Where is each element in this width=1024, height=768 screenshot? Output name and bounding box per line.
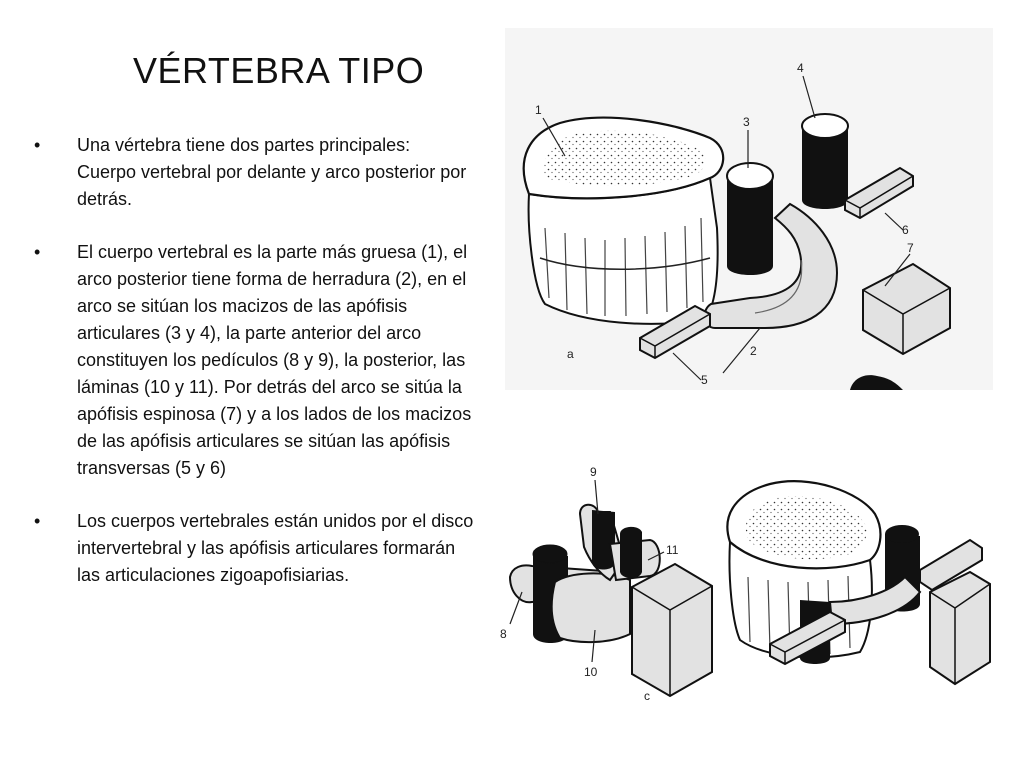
label-6: 6: [902, 223, 909, 237]
bullet-item: [34, 508, 474, 589]
view-label-c: c: [644, 689, 650, 703]
label-2: 2: [750, 344, 757, 358]
label-5: 5: [701, 373, 708, 387]
bullet-dot: •: [34, 242, 41, 262]
bullet-item: [34, 132, 474, 213]
articular-process-4: [802, 114, 848, 209]
vertebra-exploded-figure: [505, 28, 993, 390]
spinous-process-left: [632, 564, 712, 696]
transverse-process-6: [845, 168, 913, 218]
vertebrae-articulated-figure: [500, 452, 1000, 716]
articular-process-3: [727, 163, 773, 275]
bullet-dot: •: [34, 135, 41, 155]
spinous-process: [863, 264, 950, 354]
label-10: 10: [584, 665, 598, 679]
label-3: 3: [743, 115, 750, 129]
lamina-10: [552, 573, 630, 642]
bullet-dot: •: [34, 511, 41, 531]
label-8: 8: [500, 627, 507, 641]
bullet-list: [34, 132, 474, 615]
bullet-item: [34, 239, 474, 482]
bullet-text: El cuerpo vertebral es la parte más gruesa (1), el arco posterior tiene forma de herradura (2), en el arco se sitúan los macizos de las apófisis articulares (3 y 4), la parte anterior del arco constituyen los pedículos (8 y 9), la posterior, las láminas (10 y 11). Por detrás del arco se sitúa la apófisis espinosa (7) y a los lados de los macizos de las apófisis articulares se sitúan las apófisis transversas (5 y 6): [77, 242, 472, 478]
bullet-text: Los cuerpos vertebrales están unidos por el disco intervertebral y las apófisis articulares formarán las articulaciones zigoapofisiarias.: [77, 511, 474, 585]
view-label-a: a: [567, 347, 574, 361]
label-9: 9: [590, 465, 597, 479]
vertebral-body: [524, 118, 723, 324]
label-7: 7: [907, 241, 914, 255]
label-11: 11: [666, 543, 679, 557]
label-4: 4: [797, 61, 804, 75]
partial-shape: [850, 375, 903, 390]
bullet-text: Una vértebra tiene dos partes principales: Cuerpo vertebral por delante y arco posterior por detrás.: [77, 135, 467, 209]
label-1: 1: [535, 103, 542, 117]
spinous-process-right: [930, 572, 990, 684]
slide-title: VÉRTEBRA TIPO: [133, 50, 425, 91]
